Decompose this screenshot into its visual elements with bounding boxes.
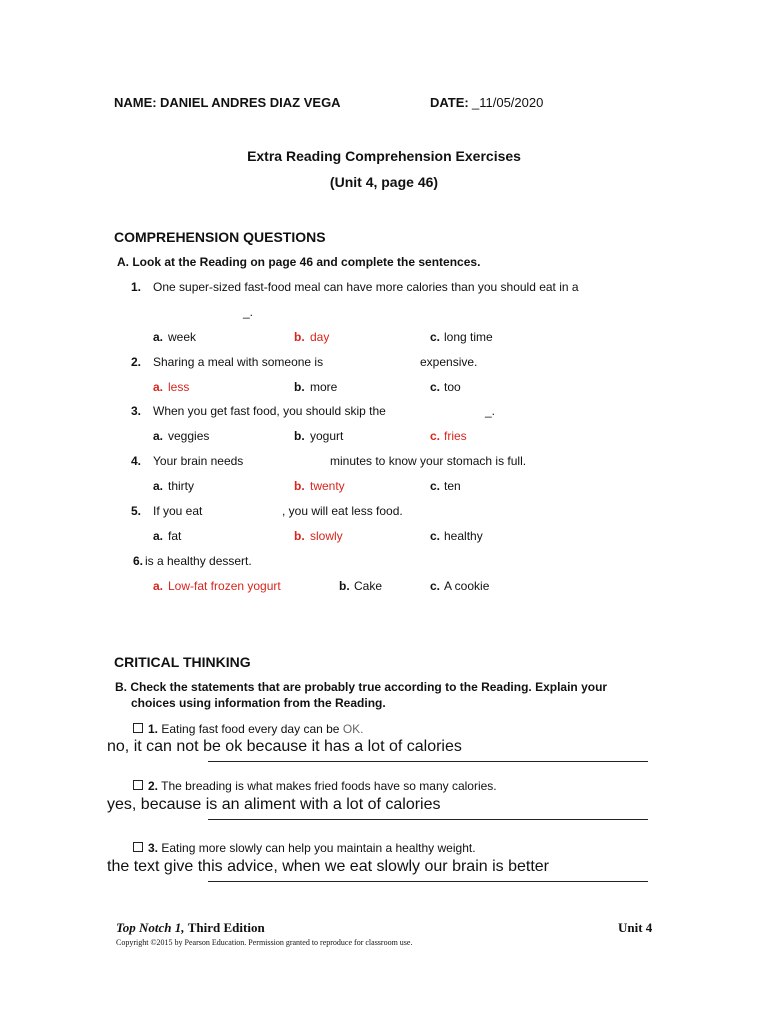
question-text: is a healthy dessert. (145, 554, 252, 568)
name-value: DANIEL ANDRES DIAZ VEGA (160, 95, 341, 110)
checkbox[interactable] (133, 842, 143, 852)
statement-tail: OK. (342, 722, 364, 736)
checkbox[interactable] (133, 723, 143, 733)
option-letter: b. (294, 380, 305, 394)
statement-body: The breading is what makes fried foods have so many calories. (161, 779, 497, 793)
option-c: ten (444, 479, 461, 493)
option-c: healthy (444, 529, 483, 543)
option-c: long time (444, 330, 493, 344)
option-letter: c. (430, 380, 441, 394)
option-letter: a. (153, 479, 164, 493)
option-letter: b. (294, 330, 305, 344)
question-text: Your brain needs (153, 454, 244, 468)
option-letter: a. (153, 330, 164, 344)
footer-copyright: Copyright ©2015 by Pearson Education. Permission granted to reproduce for classroom use. (116, 938, 413, 947)
option-a-selected: Low-fat frozen yogurt (168, 579, 281, 593)
critical-instruction-line1: B. Check the statements that are probably true according to the Reading. Explain your (115, 680, 608, 694)
answer-line (208, 819, 648, 820)
book-edition: Third Edition (187, 920, 265, 935)
statement-text (133, 841, 476, 855)
option-c: too (444, 380, 461, 394)
option-letter: b. (294, 429, 305, 443)
statement-number: 3. (148, 841, 159, 855)
statement-text (133, 779, 497, 793)
option-letter: b. (339, 579, 350, 593)
answer-blank: _. (485, 404, 496, 418)
name-label: NAME: (114, 95, 157, 110)
question-text-end: minutes to know your stomach is full. (330, 454, 527, 468)
option-b-selected: slowly (310, 529, 343, 543)
option-a: veggies (168, 429, 210, 443)
option-letter: c. (430, 330, 441, 344)
option-b: more (310, 380, 338, 394)
option-c: A cookie (444, 579, 490, 593)
option-a: week (168, 330, 197, 344)
footer-unit: Unit 4 (618, 920, 653, 935)
question-number: 4. (131, 454, 142, 468)
option-letter: c. (430, 579, 441, 593)
option-b-selected: day (310, 330, 330, 344)
answer-line (208, 761, 648, 762)
option-b: Cake (354, 579, 383, 593)
critical-thinking-heading: CRITICAL THINKING (114, 654, 251, 670)
handwritten-answer: yes, because is an aliment with a lot of calories (107, 796, 441, 813)
question-number: 6. (133, 554, 144, 568)
question-text: If you eat (153, 504, 203, 518)
date-value: _11/05/2020 (472, 95, 544, 110)
answer-blank: _. (243, 305, 254, 319)
option-letter: a. (153, 529, 164, 543)
option-b-selected: twenty (310, 479, 345, 493)
option-b: yogurt (310, 429, 344, 443)
question-number: 3. (131, 404, 142, 418)
question-text: When you get fast food, you should skip the (153, 404, 386, 418)
option-letter: a. (153, 380, 164, 394)
statement-body: Eating fast food every day can be (161, 722, 340, 736)
answer-line (208, 881, 648, 882)
option-letter: a. (153, 429, 164, 443)
statement-body: Eating more slowly can help you maintain a healthy weight. (161, 841, 476, 855)
question-text: Sharing a meal with someone is (153, 355, 324, 369)
page-subtitle: (Unit 4, page 46) (329, 174, 439, 190)
option-letter: c. (430, 529, 441, 543)
statement-number: 1. (148, 722, 159, 736)
date-label: DATE: (430, 95, 469, 110)
page-title: Extra Reading Comprehension Exercises (247, 148, 521, 164)
statement-number: 2. (148, 779, 159, 793)
option-a: thirty (168, 479, 195, 493)
question-number: 2. (131, 355, 142, 369)
comprehension-heading: COMPREHENSION QUESTIONS (114, 229, 326, 245)
book-title: Top Notch 1, (116, 920, 185, 935)
comprehension-instruction: A. Look at the Reading on page 46 and complete the sentences. (117, 255, 481, 269)
option-letter: c. (430, 479, 441, 493)
question-text: One super-sized fast-food meal can have more calories than you should eat in a (153, 280, 579, 294)
question-number: 5. (131, 504, 142, 518)
question-number: 1. (131, 280, 142, 294)
option-letter: a. (153, 579, 164, 593)
option-c-selected: fries (444, 429, 467, 443)
option-letter: b. (294, 529, 305, 543)
option-a-selected: less (168, 380, 190, 394)
footer-book (116, 920, 265, 936)
checkbox[interactable] (133, 780, 143, 790)
handwritten-answer: the text give this advice, when we eat slowly our brain is better (107, 858, 549, 875)
handwritten-answer: no, it can not be ok because it has a lot of calories (107, 738, 462, 755)
question-text-end: , you will eat less food. (282, 504, 403, 518)
option-letter: b. (294, 479, 305, 493)
question-text-end: expensive. (420, 355, 478, 369)
option-a: fat (168, 529, 182, 543)
statement-text (133, 722, 364, 736)
option-letter: c. (430, 429, 441, 443)
critical-instruction-line2: choices using information from the Reading. (131, 696, 386, 710)
